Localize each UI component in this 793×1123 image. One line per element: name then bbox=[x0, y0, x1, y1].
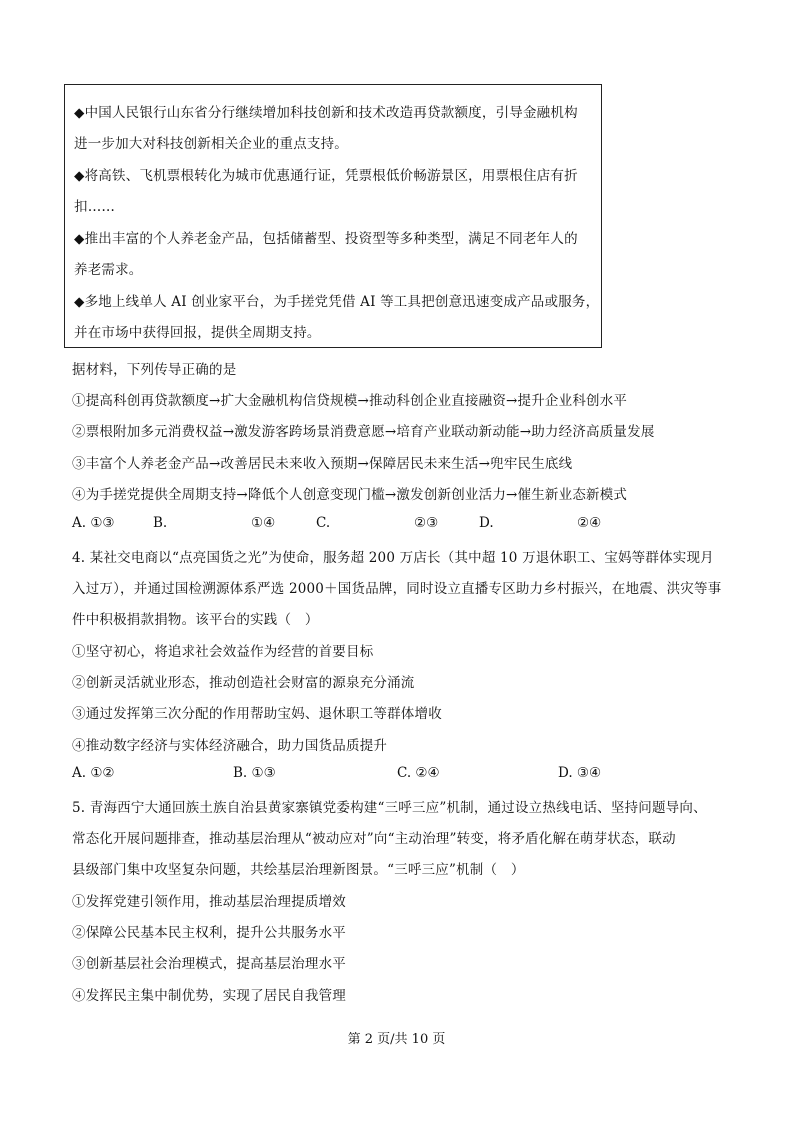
q4-item: ③通过发挥第三次分配的作用帮助宝妈、退休职工等群体增收 bbox=[72, 706, 442, 722]
q3-option-a: A. ①③ bbox=[72, 515, 115, 531]
q4-item: ②创新灵活就业形态，推动创造社会财富的源泉充分涌流 bbox=[72, 675, 415, 691]
material-line: 进一步加大对科技创新相关企业的重点支持。 bbox=[74, 136, 348, 152]
q3-stem: 据材料，下列传导正确的是 bbox=[72, 362, 237, 378]
q4-stem: 件中积极捐款捐物。该平台的实践（ ） bbox=[72, 612, 319, 628]
q3-option-d: ②④ bbox=[577, 515, 602, 531]
q5-item: ④发挥民主集中制优势，实现了居民自我管理 bbox=[72, 988, 346, 1004]
q4-item: ①坚守初心，将追求社会效益作为经营的首要目标 bbox=[72, 644, 374, 660]
q3-item: ①提高科创再贷款额度→扩大金融机构信贷规模→推动科创企业直接融资→提升企业科创水平 bbox=[72, 393, 628, 409]
q4-option-a: A. ①② bbox=[72, 765, 115, 781]
q3-option-d-letter: D. bbox=[479, 515, 494, 531]
material-line: ◆多地上线单人 AI 创业家平台，为手搓党凭借 AI 等工具把创意迅速变成产品或服务， bbox=[74, 294, 600, 310]
material-line: 扣…… bbox=[74, 199, 116, 215]
q5-stem: 县级部门集中攻坚复杂问题，共绘基层治理新图景。“三呼三应”机制（ ） bbox=[72, 862, 525, 878]
material-line: ◆中国人民银行山东省分行继续增加科技创新和技术改造再贷款额度，引导金融机构 bbox=[74, 105, 578, 121]
q5-stem: 5. 青海西宁大通回族土族自治县黄家寨镇党委构建“三呼三应”机制，通过设立热线电话、坚持问题导向、 bbox=[72, 800, 707, 816]
q4-option-c: C. ②④ bbox=[397, 765, 440, 781]
q3-option-b: ①④ bbox=[251, 515, 276, 531]
q5-stem: 常态化开展问题排查，推动基层治理从“被动应对”向“主动治理”转变，将矛盾化解在萌芽状态，联动 bbox=[72, 831, 676, 847]
q5-item: ③创新基层社会治理模式，提高基层治理水平 bbox=[72, 956, 346, 972]
q4-stem: 入过万），并通过国检溯源体系严选 2000＋国货品牌，同时设立直播专区助力乡村振兴，在地震、洪灾等事 bbox=[72, 581, 722, 597]
q3-item: ②票根附加多元消费权益→激发游客跨场景消费意愿→培育产业联动新动能→助力经济高质量发展 bbox=[72, 424, 655, 440]
material-line: ◆将高铁、飞机票根转化为城市优惠通行证，凭票根低价畅游景区，用票根住店有折 bbox=[74, 168, 578, 184]
page-footer: 第 2 页/共 10 页 bbox=[347, 1032, 446, 1047]
q4-stem: 4. 某社交电商以“点亮国货之光”为使命，服务超 200 万店长（其中超 10 万退休职工、宝妈等群体实现月 bbox=[72, 550, 714, 566]
q3-option-c: ②③ bbox=[414, 515, 439, 531]
q4-item: ④推动数字经济与实体经济融合，助力国货品质提升 bbox=[72, 738, 388, 754]
material-line: 养老需求。 bbox=[74, 262, 143, 278]
q3-item: ④为手搓党提供全周期支持→降低个人创意变现门槛→激发创新创业活力→催生新业态新模式 bbox=[72, 487, 628, 503]
q5-item: ②保障公民基本民主权利，提升公共服务水平 bbox=[72, 925, 346, 941]
q4-option-b: B. ①③ bbox=[233, 765, 276, 781]
q5-item: ①发挥党建引领作用，推动基层治理提质增效 bbox=[72, 894, 346, 910]
material-line: 并在市场中获得回报，提供全周期支持。 bbox=[74, 325, 321, 341]
q3-option-c-letter: C. bbox=[316, 515, 331, 531]
q3-item: ③丰富个人养老金产品→改善居民未来收入预期→保障居民未来生活→兜牢民生底线 bbox=[72, 456, 573, 472]
material-line: ◆推出丰富的个人养老金产品，包括储蓄型、投资型等多种类型，满足不同老年人的 bbox=[74, 231, 578, 247]
q4-option-d: D. ③④ bbox=[558, 765, 602, 781]
q3-option-b-letter: B. bbox=[153, 515, 168, 531]
